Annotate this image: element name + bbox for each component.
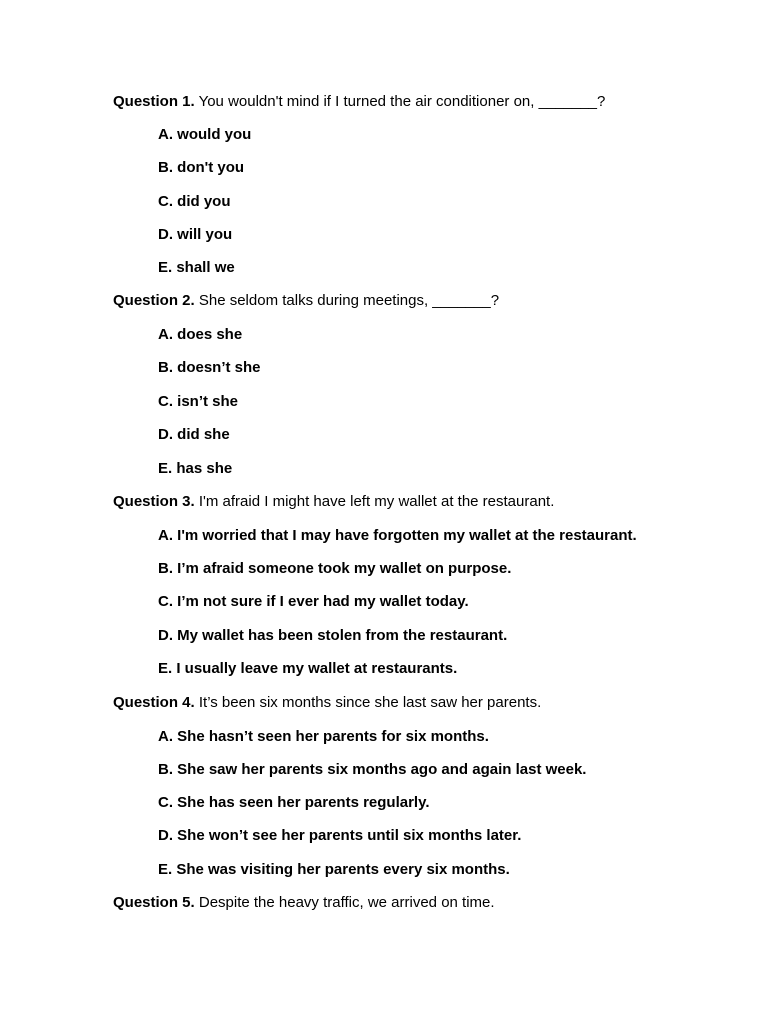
question-4-option-d: D. She won’t see her parents until six months later.	[158, 827, 522, 844]
question-3-option-a: A. I'm worried that I may have forgotten my wallet at the restaurant.	[158, 527, 637, 544]
question-2-option-d: D. did she	[158, 426, 230, 443]
question-2	[113, 292, 499, 310]
question-4-option-c: C. She has seen her parents regularly.	[158, 794, 430, 811]
question-label: Question 2.	[113, 292, 195, 309]
question-3	[113, 493, 554, 511]
question-4-option-b: B. She saw her parents six months ago and again last week.	[158, 761, 587, 778]
question-2-option-b: B. doesn’t she	[158, 359, 261, 376]
question-label: Question 1.	[113, 93, 195, 110]
question-text: She seldom talks during meetings, _______?	[194, 292, 500, 309]
question-3-option-b: B. I’m afraid someone took my wallet on purpose.	[158, 560, 512, 577]
question-2-option-e: E. has she	[158, 460, 233, 477]
question-2-option-a: A. does she	[158, 326, 243, 343]
question-text: Despite the heavy traffic, we arrived on time.	[194, 894, 495, 911]
question-3-option-c: C. I’m not sure if I ever had my wallet today.	[158, 593, 469, 610]
question-label: Question 5.	[113, 894, 195, 911]
question-text: It’s been six months since she last saw her parents.	[194, 694, 542, 711]
question-text: You wouldn't mind if I turned the air conditioner on, _______?	[194, 93, 606, 110]
question-1-option-c: C. did you	[158, 193, 231, 210]
question-text: I'm afraid I might have left my wallet at the restaurant.	[194, 493, 555, 510]
question-label: Question 3.	[113, 493, 195, 510]
question-3-option-e: E. I usually leave my wallet at restaurants.	[158, 660, 458, 677]
question-1-option-b: B. don't you	[158, 159, 245, 176]
question-4-option-a: A. She hasn’t seen her parents for six months.	[158, 728, 489, 745]
question-3-option-d: D. My wallet has been stolen from the restaurant.	[158, 627, 508, 644]
question-label: Question 4.	[113, 694, 195, 711]
question-1-option-a: A. would you	[158, 126, 252, 143]
question-4	[113, 694, 541, 712]
question-1-option-e: E. shall we	[158, 259, 235, 276]
question-5	[113, 894, 495, 912]
question-4-option-e: E. She was visiting her parents every six months.	[158, 861, 510, 878]
question-1-option-d: D. will you	[158, 226, 233, 243]
question-2-option-c: C. isn’t she	[158, 393, 239, 410]
question-1	[113, 93, 605, 111]
